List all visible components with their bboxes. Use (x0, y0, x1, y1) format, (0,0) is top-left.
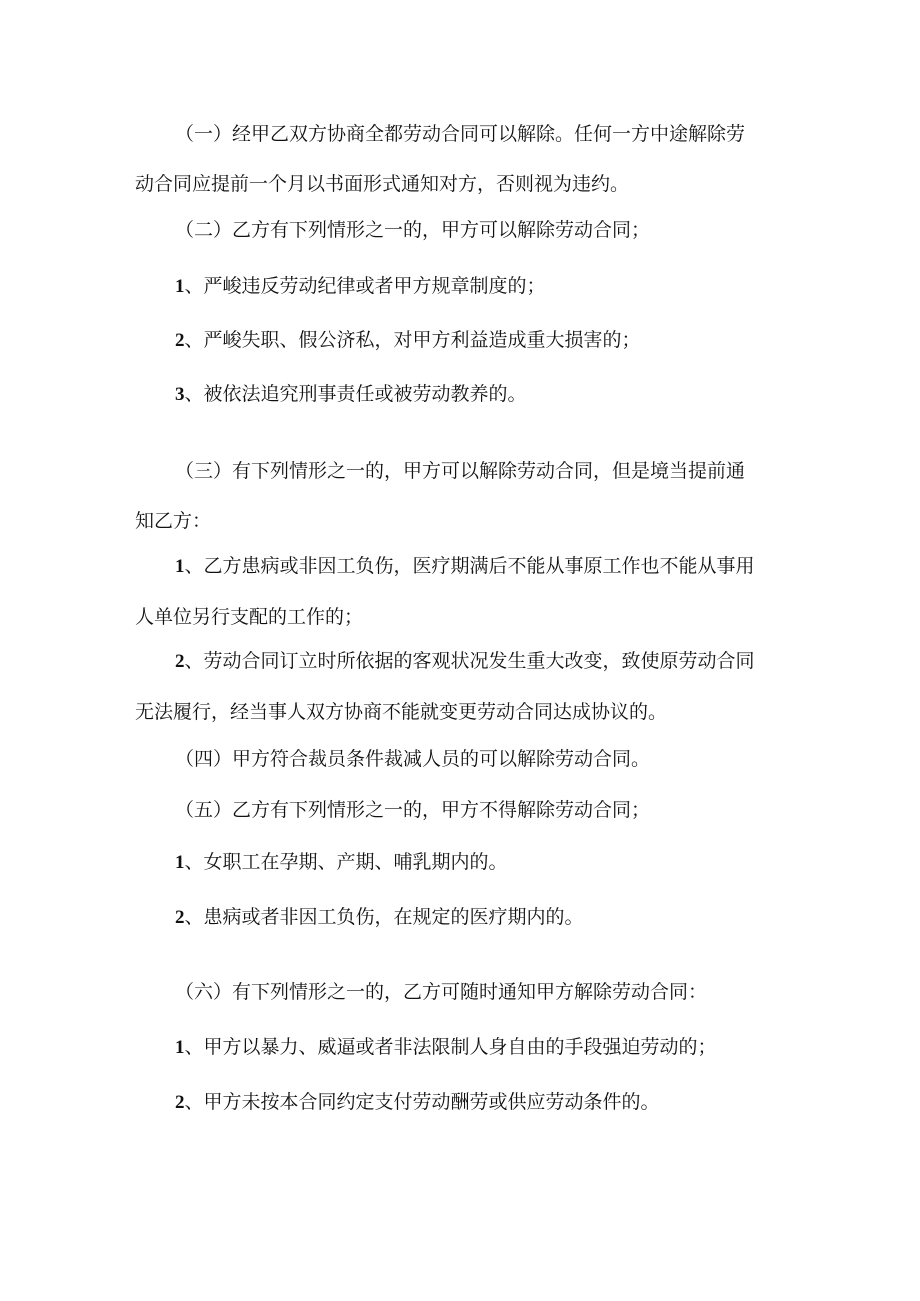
clause-3-item-2 (135, 636, 785, 737)
item-number: 3 (175, 384, 185, 405)
item-text-line-1: 、乙方患病或非因工负伤，医疗期满后不能从事原工作也不能从事用 (184, 555, 755, 577)
clause-6-item-2 (135, 1077, 785, 1128)
clause-2-paragraph: （二）乙方有下列情形之一的，甲方可以解除劳动合同； (175, 219, 651, 241)
item-number: 2 (175, 330, 185, 351)
clause-5-paragraph: （五）乙方有下列情形之一的，甲方不得解除劳动合同； (175, 799, 651, 821)
item-text: 、被依法追究刑事责任或被劳动教养的。 (184, 383, 527, 405)
item-number: 2 (175, 651, 185, 672)
item-number: 1 (175, 556, 185, 577)
item-text: 、严峻失职、假公济私，对甲方利益造成重大损害的； (184, 329, 641, 351)
clause-1-line-1: （一）经甲乙双方协商全都劳动合同可以解除。任何一方中途解除劳 (175, 123, 746, 145)
clause-6-paragraph: （六）有下列情形之一的，乙方可随时通知甲方解除劳动合同： (175, 981, 708, 1003)
clause-3-line-2: 知乙方： (135, 510, 212, 532)
item-text: 、严峻违反劳动纪律或者甲方规章制度的； (184, 275, 546, 297)
clause-3-line-1: （三）有下列情形之一的，甲方可以解除劳动合同，但是境当提前通 (175, 460, 746, 482)
item-number: 1 (175, 1037, 185, 1058)
clause-6-item-1 (135, 1022, 785, 1073)
clause-3-item-1 (135, 541, 785, 642)
clause-5-item-1 (135, 837, 785, 888)
clause-1-paragraph (135, 109, 785, 209)
item-text: 、患病或者非因工负伤，在规定的医疗期内的。 (184, 906, 584, 928)
item-number: 1 (175, 852, 185, 873)
clause-4-paragraph: （四）甲方符合裁员条件裁减人员的可以解除劳动合同。 (175, 748, 651, 770)
item-number: 2 (175, 1092, 185, 1113)
item-text-line-1: 、劳动合同订立时所依据的客观状况发生重大改变，致使原劳动合同 (184, 650, 755, 672)
item-text: 、女职工在孕期、产期、哺乳期内的。 (184, 851, 508, 873)
item-number: 1 (175, 276, 185, 297)
item-text-line-2: 人单位另行支配的工作的； (135, 606, 364, 628)
clause-3-paragraph (135, 446, 785, 546)
clause-2-item-1 (135, 261, 785, 312)
item-text: 、甲方未按本合同约定支付劳动酬劳或供应劳动条件的。 (184, 1091, 660, 1113)
clause-5-item-2 (135, 892, 785, 943)
clause-2-item-3 (135, 369, 785, 420)
item-text-line-2: 无法履行，经当事人双方协商不能就变更劳动合同达成协议的。 (135, 701, 668, 723)
clause-1-line-2: 动合同应提前一个月以书面形式通知对方，否则视为违约。 (135, 173, 630, 195)
item-number: 2 (175, 907, 185, 928)
item-text: 、甲方以暴力、威逼或者非法限制人身自由的手段强迫劳动的； (184, 1036, 717, 1058)
clause-2-item-2 (135, 315, 785, 366)
